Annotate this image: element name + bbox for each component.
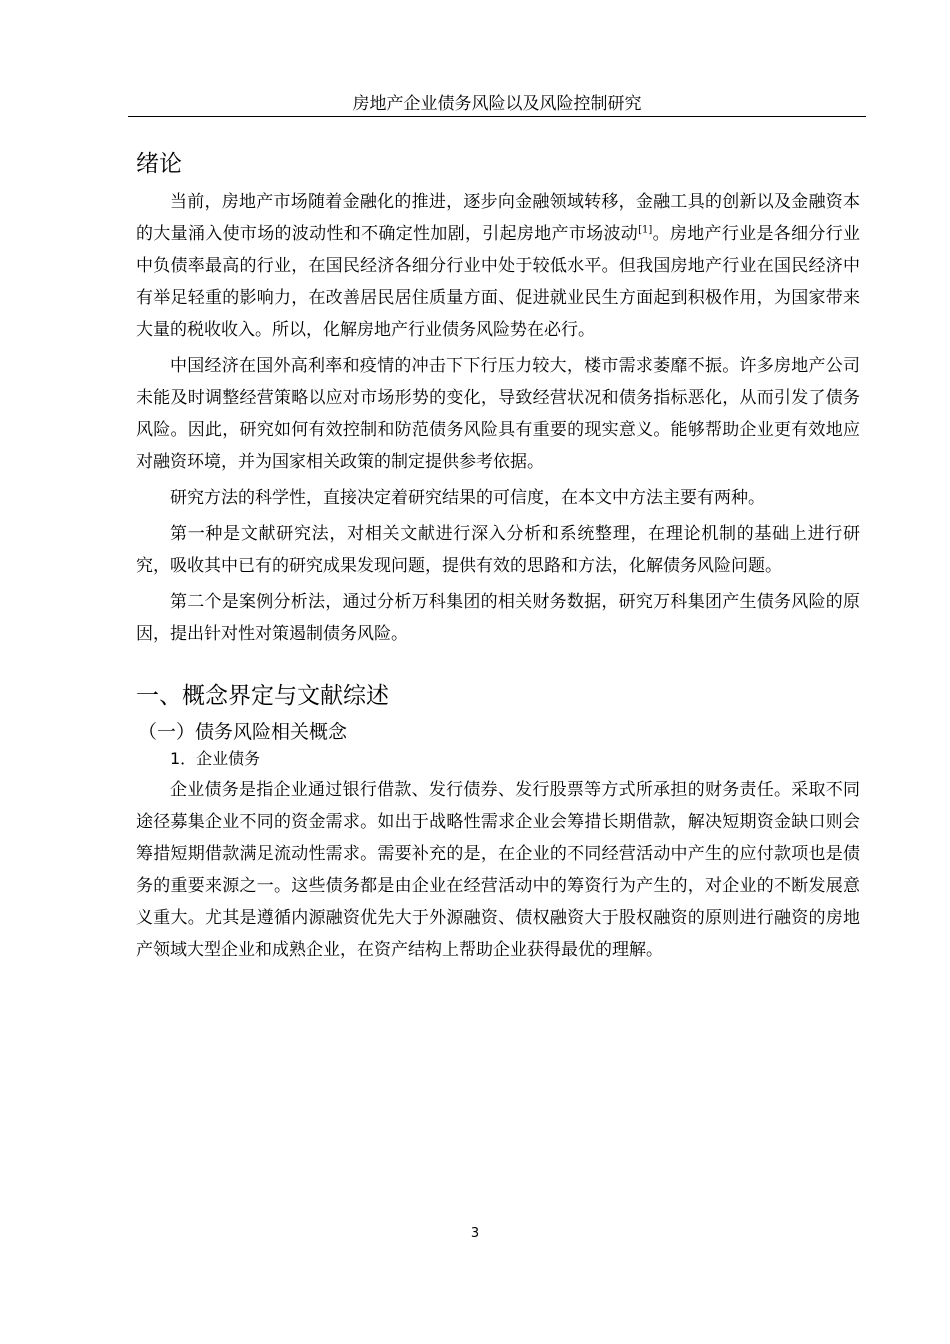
page-body [136,146,860,966]
intro-paragraph-2: 中国经济在国外高利率和疫情的冲击下下行压力较大，楼市需求萎靡不振。许多房地产公司未能及时调整经营策略以应对市场形势的变化，导致经营状况和债务指标恶化，从而引发了债务风险。因此，研究如何有效控制和防范债务风险具有重要的现实意义。能够帮助企业更有效地应对融资环境，并为国家相关政策的制定提供参考依据。 [136,356,860,472]
intro-paragraph-5: 第二个是案例分析法，通过分析万科集团的相关财务数据，研究万科集团产生债务风险的原因，提出针对性对策遏制债务风险。 [136,592,860,644]
section-1-1-1-heading: 1．企业债务 [170,749,261,768]
intro-paragraph-1 [136,186,860,346]
running-header-title: 房地产企业债务风险以及风险控制研究 [352,94,642,114]
intro-p1-text: 当前，房地产市场随着金融化的推进，逐步向金融领域转移，金融工具的创新以及金融资本的大量涌入使市场的波动性和不确定性加剧，引起房地产市场波动 [136,192,860,244]
chapter-1-heading: 一、概念界定与文献综述 [136,683,389,709]
intro-heading: 绪论 [136,151,182,177]
chapter-1-paragraph-1: 企业债务是指企业通过银行借款、发行债券、发行股票等方式所承担的财务责任。采取不同途径募集企业不同的资金需求。如出于战略性需求企业会筹措长期借款，解决短期资金缺口则会筹措短期借款满足流动性需求。需要补充的是，在企业的不同经营活动中产生的应付款项也是债务的重要来源之一。这些债务都是由企业在经营活动中的筹资行为产生的，对企业的不断发展意义重大。尤其是遵循内源融资优先大于外源融资、债权融资大于股权融资的原则进行融资的房地产领域大型企业和成熟企业，在资产结构上帮助企业获得最优的理解。 [136,780,860,960]
intro-p1-text-cont: 。房地产行业是各细分行业中负债率最高的行业，在国民经济各细分行业中处于较低水平。但我国房地产行业在国民经济中有举足轻重的影响力，在改善居民居住质量方面、促进就业民生方面起到积极作用，为国家带来大量的税收收入。所以，化解房地产行业债务风险势在必行。 [136,224,861,340]
running-header [128,92,866,117]
citation-1: [1] [638,224,653,236]
intro-paragraph-3: 研究方法的科学性，直接决定着研究结果的可信度，在本文中方法主要有两种。 [170,488,765,508]
page-number: 3 [470,1226,480,1241]
section-1-1-heading: （一）债务风险相关概念 [138,721,348,743]
intro-paragraph-4: 第一种是文献研究法，对相关文献进行深入分析和系统整理，在理论机制的基础上进行研究，吸收其中已有的研究成果发现问题，提供有效的思路和方法，化解债务风险问题。 [136,524,860,576]
